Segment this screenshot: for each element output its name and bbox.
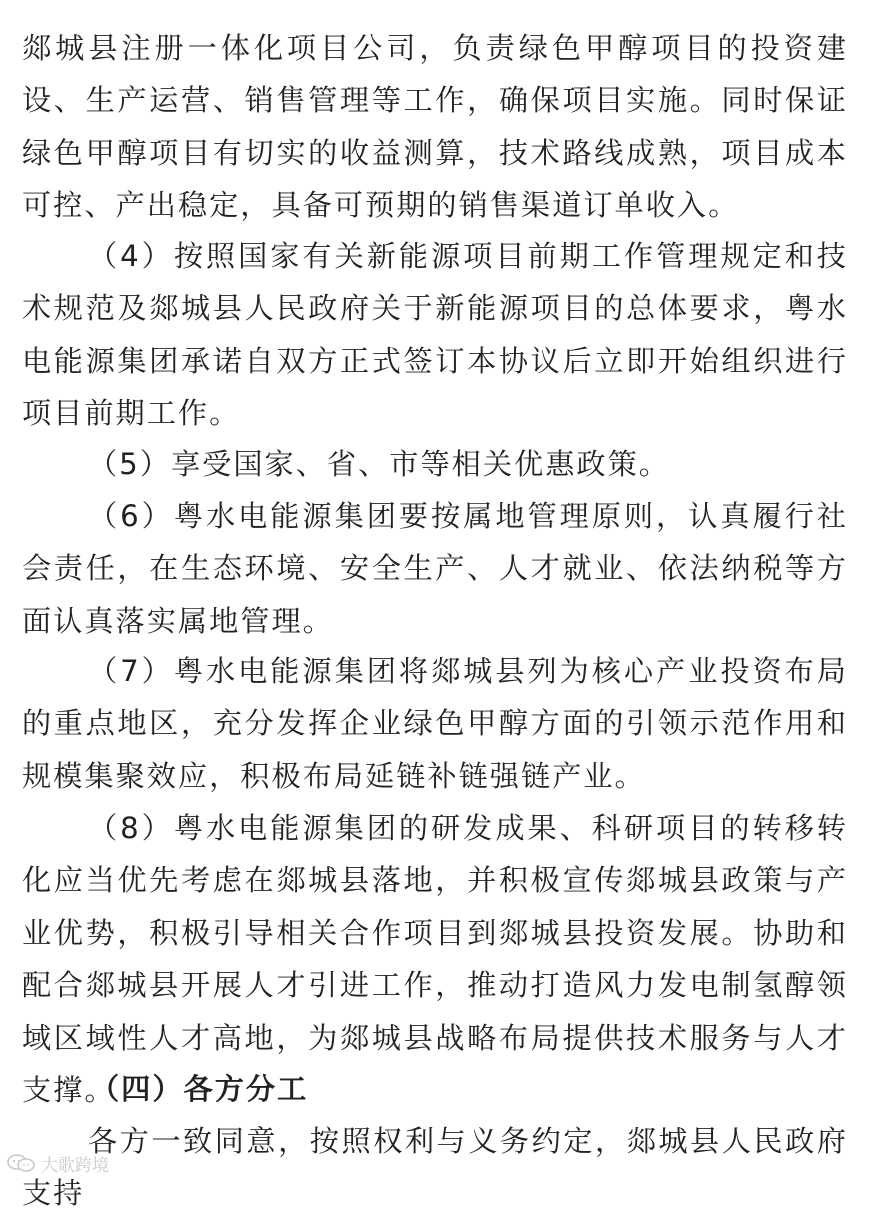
watermark	[6, 1150, 109, 1176]
list-item-6: （6）粤水电能源集团要按属地管理原则，认真履行社会责任，在生态环境、安全生产、人才就业、依法纳税等方面认真落实属地管理。	[22, 499, 848, 638]
section-heading: （四）各方分工	[90, 1072, 309, 1106]
list-item-5: （5）享受国家、省、市等相关优惠政策。	[88, 447, 670, 481]
paragraph-continuation: 郯城县注册一体化项目公司，负责绿色甲醇项目的投资建设、生产运营、销售管理等工作，确保项目实施。同时保证绿色甲醇项目有切实的收益测算，技术路线成熟，项目成本可控、产出稳定，具备可预期的销售渠道订单收入。	[22, 31, 848, 223]
wechat-logo-icon	[6, 1153, 36, 1173]
list-item-4: （4）按照国家有关新能源项目前期工作管理规定和技术规范及郯城县人民政府关于新能源项目的总体要求，粤水电能源集团承诺自双方正式签订本协议后立即开始组织进行项目前期工作。	[22, 239, 848, 431]
list-item-8: （8）粤水电能源集团的研发成果、科研项目的转移转化应当优先考虑在郯城县落地，并积极宣传郯城县政策与产业优势，积极引导相关合作项目到郯城县投资发展。协助和配合郯城县开展人才引进工作，推动打造风力发电制氢醇领域区域性人才高地，为郯城县战略布局提供技术服务与人才支撑。	[22, 811, 848, 1108]
watermark-text: 大歌跨境	[41, 1155, 109, 1176]
list-item-7: （7）粤水电能源集团将郯城县列为核心产业投资布局的重点地区，充分发挥企业绿色甲醇方面的引领示范作用和规模集聚效应，积极布局延链补链强链产业。	[22, 654, 848, 793]
paragraph-last: 各方一致同意，按照权利与义务约定，郯城县人民政府支持	[22, 1124, 848, 1211]
